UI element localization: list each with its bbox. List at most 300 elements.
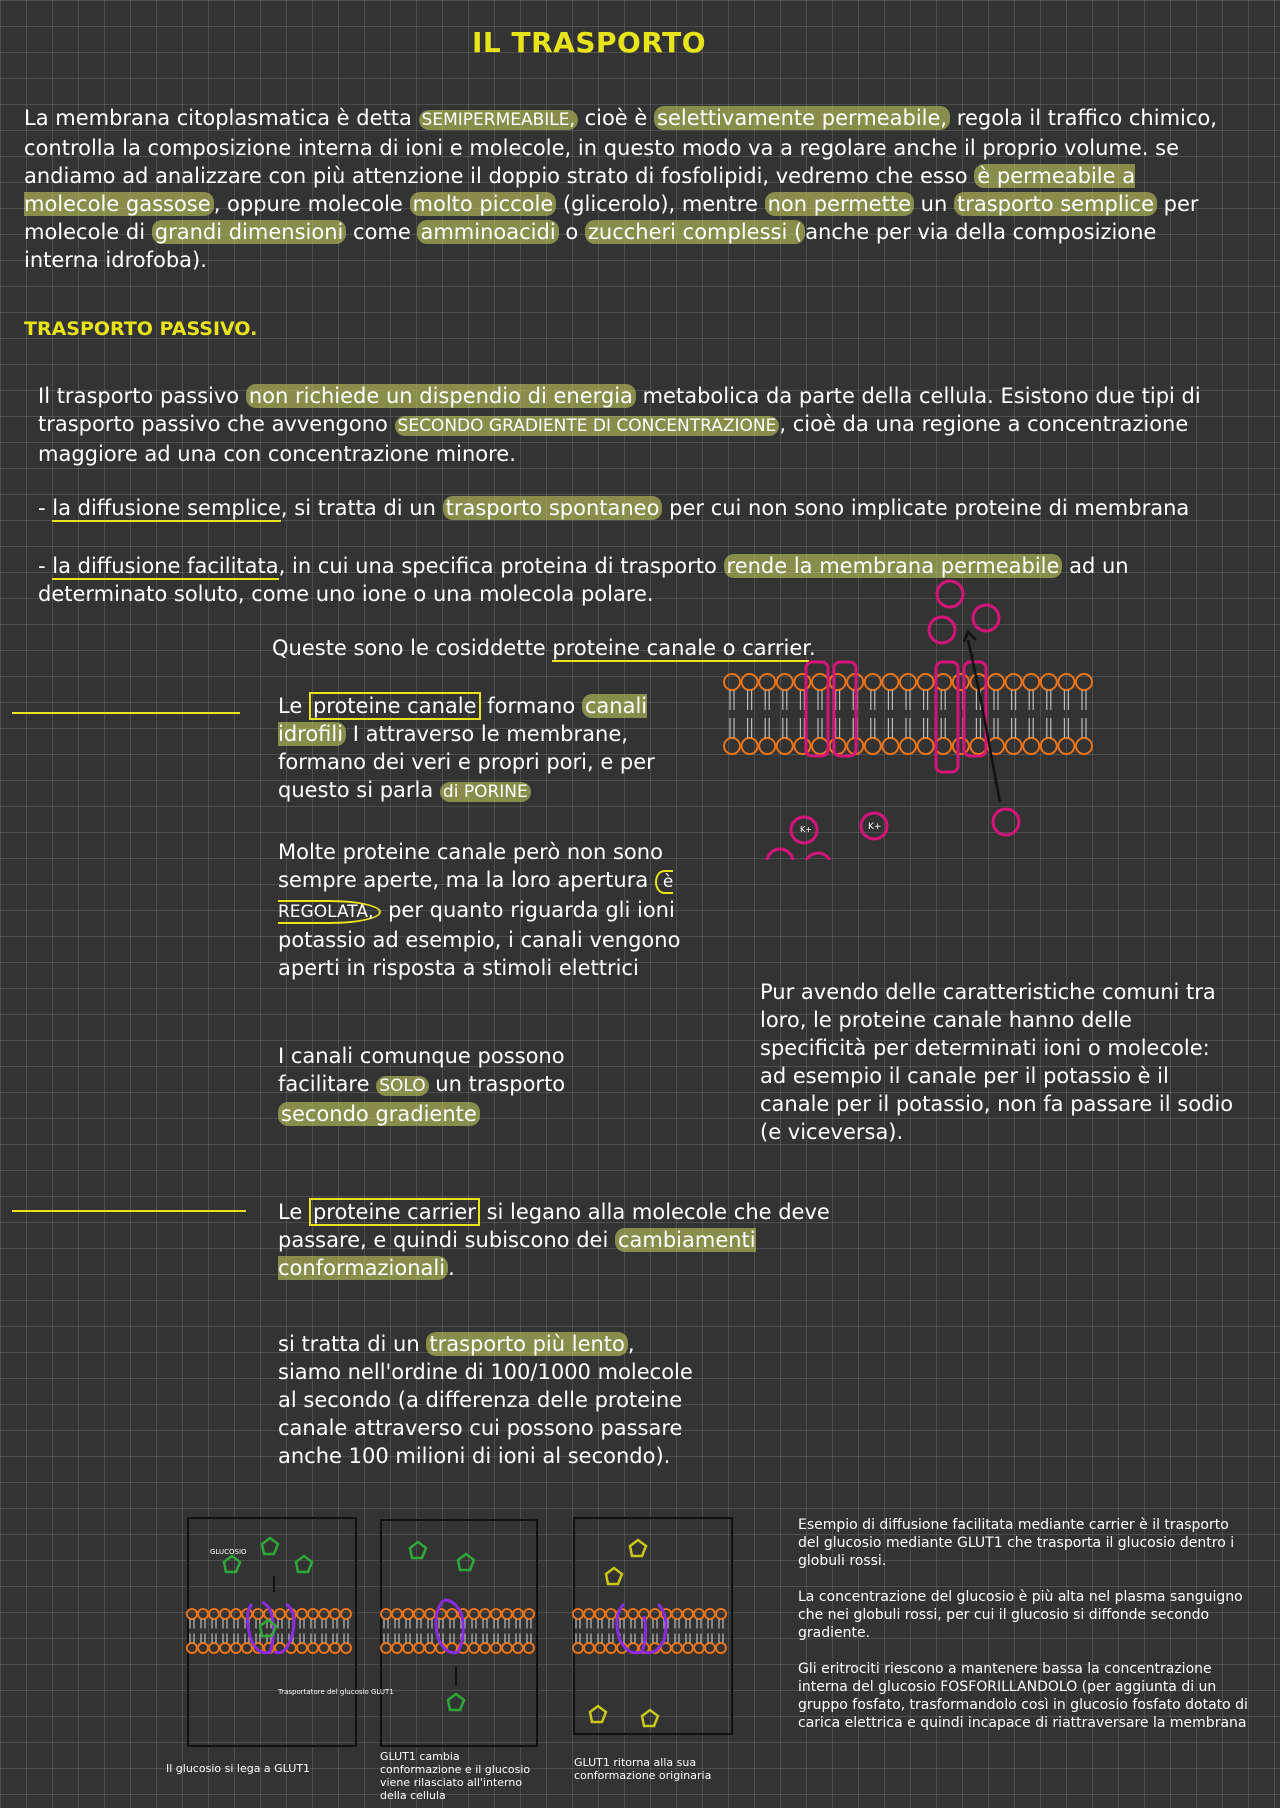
phospholipid-tail (483, 1619, 487, 1629)
figure-caption-2: GLUT1 cambia conformazione e il glucosio viene rilasciato all'interno della cellula (380, 1750, 531, 1802)
phospholipid-head (882, 738, 898, 754)
solo-highlight: SOLO (376, 1076, 428, 1096)
phospholipid-tail (1012, 690, 1016, 710)
phospholipid-tail (344, 1619, 348, 1629)
phospholipid-head (918, 674, 934, 690)
phospholipid-tail (587, 1634, 591, 1644)
phospholipid-tail (384, 1634, 388, 1644)
phospholipid-tail (406, 1619, 410, 1629)
ion-circle (929, 617, 955, 643)
phospholipid-head (308, 1643, 318, 1653)
phospholipid-tail (576, 1619, 580, 1629)
phospholipid-tail (598, 1634, 602, 1644)
phospholipid-tail (1029, 690, 1033, 710)
glucose-molecule (458, 1554, 474, 1570)
phospholipid-tail (598, 1619, 602, 1629)
phospholipid-tail (941, 690, 945, 710)
cosiddette-text: . (808, 636, 816, 660)
diffusione-text: , in cui una specifica proteina di trasporto (278, 554, 724, 578)
phospholipid-tail (395, 1619, 399, 1629)
phospholipid-tail (783, 690, 787, 710)
phospholipid-tail (223, 1619, 227, 1629)
phospholipid-tail (836, 718, 840, 738)
phospholipid-head (319, 1609, 329, 1619)
semipermeabile-highlight: SEMIPERMEABILE, (419, 110, 578, 130)
page-title: IL TRASPORTO (472, 26, 707, 59)
phospholipid-head (480, 1643, 490, 1653)
lento-text: , siamo nell'ordine di 100/1000 molecole al secondo (a differenza delle proteine canale attraverso cui possono passare anche 100 milioni di ioni al secondo). (278, 1332, 693, 1468)
phospholipid-head (865, 738, 881, 754)
diffusione-facilitata-underline: la diffusione facilitata (52, 554, 279, 578)
cosiddette-text: Queste sono le cosiddette (272, 636, 553, 660)
phospholipid-tail (871, 718, 875, 738)
rende-permeabile-highlight: rende la membrana permeabile (724, 554, 1063, 578)
phospholipid-head (683, 1609, 693, 1619)
proteine-carrier-box: proteine carrier (309, 1198, 480, 1226)
esempio-paragraph: Esempio di diffusione facilitata mediante carrier è il trasporto del glucosio mediante GLUT1 che trasporta il glucosio dentro i globuli rossi. (798, 1517, 1235, 1569)
phospholipid-tail (494, 1619, 498, 1629)
phospholipid-tail (587, 1619, 591, 1629)
ion-label: K+ (868, 822, 882, 832)
passivo-paragraph (38, 382, 1228, 468)
phospholipid-head (198, 1609, 208, 1619)
spontaneo-highlight: trasporto spontaneo (443, 496, 663, 520)
phospholipid-tail (505, 1619, 509, 1629)
phospholipid-head (341, 1609, 351, 1619)
ion-circle (937, 581, 963, 607)
phospholipid-tail (708, 1634, 712, 1644)
non-permette-highlight: non permette (765, 192, 914, 216)
phospholipid-tail (686, 1619, 690, 1629)
canale-paragraph (278, 692, 718, 806)
phospholipid-head (672, 1643, 682, 1653)
phospholipid-head (900, 738, 916, 754)
phospholipid-head (606, 1643, 616, 1653)
dash: - (38, 496, 53, 520)
phospholipid-head (724, 738, 740, 754)
phospholipid-bilayer (724, 674, 1092, 754)
phospholipid-head (584, 1609, 594, 1619)
phospholipid-tail (322, 1619, 326, 1629)
trasportatore-label: Trasportatore del glucosio GLUT1 (278, 1688, 394, 1696)
ion-circle (973, 605, 999, 631)
phospholipid-head (403, 1609, 413, 1619)
phospholipid-head (628, 1609, 638, 1619)
phospholipid-head (275, 1609, 285, 1619)
phospholipid-head (759, 738, 775, 754)
phospholipid-tail (311, 1634, 315, 1644)
phospholipid-head (253, 1609, 263, 1619)
phospholipid-head (480, 1609, 490, 1619)
phospholipid-head (502, 1609, 512, 1619)
phospholipid-tail (450, 1634, 454, 1644)
phospholipid-head (491, 1609, 501, 1619)
phospholipid-tail (516, 1619, 520, 1629)
phospholipid-head (308, 1609, 318, 1619)
phospholipid-head (414, 1643, 424, 1653)
phospholipid-tail (417, 1619, 421, 1629)
lento-text: si tratta di un (278, 1332, 427, 1356)
glucose-molecule (630, 1540, 646, 1556)
phospholipid-tail (818, 690, 822, 710)
phospholipid-tail (212, 1619, 216, 1629)
phospholipid-head (491, 1643, 501, 1653)
phospholipid-tail (439, 1619, 443, 1629)
arrow-head (964, 632, 976, 642)
phospholipid-tail (256, 1634, 260, 1644)
phospholipid-head (683, 1643, 693, 1653)
phospholipid-tail (748, 718, 752, 738)
phospholipid-tail (620, 1619, 624, 1629)
phospholipid-head (935, 674, 951, 690)
phospholipid-tail (818, 718, 822, 738)
phospholipid-tail (201, 1634, 205, 1644)
phospholipid-head (705, 1609, 715, 1619)
phospholipid-tail (708, 1619, 712, 1629)
phospholipid-head (341, 1643, 351, 1653)
phospholipid-tail (505, 1634, 509, 1644)
grandi-dimensioni-highlight: grandi dimensioni (152, 220, 347, 244)
intro-paragraph (24, 104, 1224, 274)
phospholipid-head (900, 674, 916, 690)
intro-text: come (346, 220, 418, 244)
phospholipid-head (742, 674, 758, 690)
canale-text: I attraverso le membrane, formano dei veri e propri pori, e per questo si parla (278, 722, 655, 802)
phospholipid-head (694, 1609, 704, 1619)
phospholipid-head (425, 1643, 435, 1653)
phospholipid-head (812, 738, 828, 754)
phospholipid-tail (190, 1619, 194, 1629)
ion-label: K+ (800, 825, 812, 834)
phospholipid-head (469, 1609, 479, 1619)
phospholipid-head (777, 674, 793, 690)
phospholipid-head (469, 1643, 479, 1653)
glucose-molecule (296, 1556, 312, 1572)
regolata-text: per quanto riguarda gli ioni potassio ad esempio, i canali vengono aperti in risposta a stimoli elettrici (278, 898, 681, 980)
phospholipid-head (231, 1609, 241, 1619)
phospholipid-head (1041, 738, 1057, 754)
phospholipid-head (319, 1643, 329, 1653)
glucose-molecule (262, 1538, 278, 1554)
passivo-text: Il trasporto passivo (38, 384, 246, 408)
carrier-paragraph (278, 1198, 898, 1282)
phospholipid-tail (730, 718, 734, 738)
trasporto-semplice-highlight: trasporto semplice (954, 192, 1157, 216)
phospholipid-head (242, 1643, 252, 1653)
phospholipid-tail (924, 718, 928, 738)
solo-paragraph (278, 1042, 658, 1128)
phospholipid-head (330, 1643, 340, 1653)
glucose-molecule (224, 1556, 240, 1572)
intro-text: cioè è (577, 106, 655, 130)
phospholipid-tail (278, 1619, 282, 1629)
amminoacidi-highlight: amminoacidi (417, 220, 558, 244)
phospholipid-tail (609, 1634, 613, 1644)
phospholipid-head (1058, 738, 1074, 754)
phospholipid-tail (765, 690, 769, 710)
glucose-molecule (590, 1706, 606, 1722)
phospholipid-tail (576, 1634, 580, 1644)
phospholipid-tail (800, 718, 804, 738)
phospholipid-tail (653, 1634, 657, 1644)
phospholipid-head (1041, 674, 1057, 690)
phospholipid-head (392, 1643, 402, 1653)
phospholipid-tail (212, 1634, 216, 1644)
phospholipid-head (502, 1643, 512, 1653)
dash: - (38, 554, 53, 578)
phospholipid-tail (675, 1619, 679, 1629)
phospholipid-tail (836, 690, 840, 710)
canale-text: Le (278, 694, 309, 718)
phospholipid-head (513, 1643, 523, 1653)
esempio-paragraph: La concentrazione del glucosio è più alta nel plasma sanguigno che nei globuli rossi, per cui il glucosio si diffonde secondo gradiente. (798, 1589, 1243, 1641)
phospholipid-head (694, 1643, 704, 1653)
phospholipid-tail (686, 1634, 690, 1644)
phospholipid-head (918, 738, 934, 754)
phospholipid-tail (609, 1619, 613, 1629)
phospholipid-tail (223, 1634, 227, 1644)
phospholipid-tail (719, 1619, 723, 1629)
phospholipid-tail (300, 1619, 304, 1629)
phospholipid-tail (333, 1619, 337, 1629)
phospholipid-tail (472, 1634, 476, 1644)
phospholipid-tail (278, 1634, 282, 1644)
molto-piccole-highlight: molto piccole (410, 192, 557, 216)
diffusione-text: per cui non sono implicate proteine di membrana (662, 496, 1190, 520)
phospholipid-head (297, 1609, 307, 1619)
diffusione-text: , si tratta di un (280, 496, 443, 520)
phospholipid-head (650, 1609, 660, 1619)
divider-line (12, 712, 240, 714)
ion-circle (805, 853, 831, 860)
phospholipid-head (830, 738, 846, 754)
phospholipid-tail (494, 1634, 498, 1644)
selettivamente-highlight: selettivamente permeabile, (654, 106, 950, 130)
esempio-paragraph: Gli eritrociti riescono a mantenere bassa la concentrazione interna del glucosio FOSFORILLANDOLO (per aggiunta di un gruppo fosfato, trasformandolo così in glucosio fosfato dotato di carica elettrica e quindi incapace di riattraversare la membrana (798, 1661, 1248, 1731)
phospholipid-tail (333, 1634, 337, 1644)
carrier-text: Le (278, 1200, 309, 1224)
ion-circle (993, 809, 1019, 835)
intro-text: per molecole di (24, 192, 1199, 244)
phospholipid-tail (311, 1619, 315, 1629)
carrier-text: si legano alla molecole che deve passare, e quindi subiscono dei (278, 1200, 830, 1252)
diffusione-semplice (38, 494, 1238, 522)
phospholipid-head (381, 1609, 391, 1619)
regolata-paragraph (278, 838, 698, 982)
phospholipid-tail (527, 1634, 531, 1644)
intro-text: un (913, 192, 954, 216)
phospholipid-head (812, 674, 828, 690)
phospholipid-head (524, 1609, 534, 1619)
phospholipid-tail (527, 1619, 531, 1629)
diffusione-text: ad un determinato soluto, come uno ione o una molecola polare. (38, 554, 1129, 606)
phospholipid-head (606, 1609, 616, 1619)
divider-line (12, 1210, 246, 1212)
phospholipid-tail (395, 1634, 399, 1644)
phospholipid-head (777, 738, 793, 754)
phospholipid-tail (719, 1634, 723, 1644)
glucosio-label: GLUCOSIO (210, 1548, 247, 1556)
phospholipid-tail (483, 1634, 487, 1644)
phospholipid-tail (697, 1619, 701, 1629)
phospholipid-head (381, 1643, 391, 1653)
phospholipid-tail (976, 718, 980, 738)
phospholipid-head (830, 674, 846, 690)
phospholipid-tail (300, 1634, 304, 1644)
phospholipid-tail (748, 690, 752, 710)
regolata-text: Molte proteine canale però non sono sempre aperte, ma la loro apertura (278, 840, 663, 892)
phospholipid-head (524, 1643, 534, 1653)
section-title-passivo: TRASPORTO PASSIVO. (24, 318, 258, 340)
phospholipid-head (209, 1609, 219, 1619)
intro-text: (glicerolo), mentre (556, 192, 765, 216)
phospholipid-head (794, 738, 810, 754)
non-richiede-highlight: non richiede un dispendio di energia (246, 384, 636, 408)
phospholipid-tail (783, 718, 787, 738)
solo-text: I canali comunque possono facilitare (278, 1044, 565, 1096)
phospholipid-head (1006, 738, 1022, 754)
phospholipid-tail (941, 718, 945, 738)
phospholipid-tail (994, 718, 998, 738)
phospholipid-tail (1064, 690, 1068, 710)
phospholipid-head (953, 674, 969, 690)
phospholipid-head (882, 674, 898, 690)
lento-paragraph (278, 1330, 698, 1470)
secondo-gradiente-highlight: SECONDO GRADIENTE DI CONCENTRAZIONE (395, 416, 780, 436)
phospholipid-tail (994, 690, 998, 710)
phospholipid-tail (1082, 690, 1086, 710)
phospholipid-head (716, 1643, 726, 1653)
phospholipid-head (198, 1643, 208, 1653)
intro-text: o (558, 220, 585, 244)
phospholipid-head (1058, 674, 1074, 690)
zuccheri-highlight: zuccheri complessi ( (585, 220, 805, 244)
secondo-gradiente-highlight: secondo gradiente (278, 1102, 480, 1126)
phospholipid-head (1076, 674, 1092, 690)
phospholipid-tail (1029, 718, 1033, 738)
phospholipid-head (970, 738, 986, 754)
phospholipid-tail (924, 690, 928, 710)
intro-text: La membrana citoplasmatica è detta (24, 106, 419, 130)
phospholipid-tail (384, 1619, 388, 1629)
phospholipid-head (1023, 674, 1039, 690)
phospholipid-head (447, 1609, 457, 1619)
phospholipid-tail (234, 1619, 238, 1629)
phospholipid-head (988, 674, 1004, 690)
phospholipid-tail (906, 718, 910, 738)
panel-frame (381, 1520, 537, 1746)
phospholipid-head (759, 674, 775, 690)
phospholipid-tail (653, 1619, 657, 1629)
figure-caption-3: GLUT1 ritorna alla sua conformazione originaria (574, 1756, 712, 1782)
proteine-canale-box: proteine canale (309, 692, 481, 720)
phospholipid-tail (765, 718, 769, 738)
phospholipid-tail (201, 1619, 205, 1629)
glucose-molecule (448, 1694, 464, 1710)
phospholipid-head (865, 674, 881, 690)
regolata-oval: è REGOLATA, (278, 872, 674, 922)
phospholipid-tail (234, 1634, 238, 1644)
phospholipid-head (595, 1609, 605, 1619)
intro-text: , oppure molecole (213, 192, 410, 216)
phospholipid-head (330, 1609, 340, 1619)
glut1-figure (186, 1516, 736, 1756)
phospholipid-head (414, 1609, 424, 1619)
phospholipid-head (297, 1643, 307, 1653)
phospholipid-head (716, 1609, 726, 1619)
phospholipid-tail (871, 690, 875, 710)
canale-carrier-underline: proteine canale o carrier (552, 636, 809, 660)
specificita-paragraph: Pur avendo delle caratteristiche comuni tra loro, le proteine canale hanno delle specificità per determinati ioni o molecole: ad esempio il canale per il potassio è il canale per il potassio, non fa passare il sodio (e viceversa). (760, 980, 1234, 1144)
phospholipid-tail (344, 1634, 348, 1644)
phospholipid-tail (1082, 718, 1086, 738)
phospholipid-head (742, 738, 758, 754)
phospholipid-head (209, 1643, 219, 1653)
glucose-molecule (410, 1542, 426, 1558)
phospholipid-tail (406, 1634, 410, 1644)
phospholipid-head (392, 1609, 402, 1619)
phospholipid-head (513, 1609, 523, 1619)
phospholipid-tail (428, 1634, 432, 1644)
phospholipid-tail (1012, 718, 1016, 738)
passivo-text: , cioè da una regione a concentrazione maggiore ad una con concentrazione minore. (38, 412, 1189, 466)
esempio-block (798, 1516, 1248, 1732)
phospholipid-head (935, 738, 951, 754)
diffusione-semplice-underline: la diffusione semplice (52, 496, 281, 520)
phospholipid-head (1076, 738, 1092, 754)
cambiamenti-highlight: cambiamenti conformazionali (278, 1228, 756, 1280)
canale-text: formano (480, 694, 582, 718)
phospholipid-tail (516, 1634, 520, 1644)
phospholipid-tail (322, 1634, 326, 1644)
phospholipid-head (1006, 674, 1022, 690)
piu-lento-highlight: trasporto più lento (426, 1332, 628, 1356)
phospholipid-tail (472, 1619, 476, 1629)
phospholipid-head (584, 1643, 594, 1653)
passivo-text: metabolica da parte della cellula. Esistono due tipi di trasporto passivo che avvengono (38, 384, 1201, 436)
canali-idrofili-highlight: canali idrofili (278, 694, 648, 746)
phospholipid-head (953, 738, 969, 754)
figure-caption-1: Il glucosio si lega a GLUT1 (166, 1762, 311, 1775)
phospholipid-head (672, 1609, 682, 1619)
phospholipid-head (220, 1609, 230, 1619)
phospholipid-tail (675, 1634, 679, 1644)
solo-text: un trasporto (428, 1072, 566, 1096)
phospholipid-head (705, 1643, 715, 1653)
phospholipid-head (1023, 738, 1039, 754)
phospholipid-tail (730, 690, 734, 710)
phospholipid-tail (888, 718, 892, 738)
phospholipid-tail (631, 1619, 635, 1629)
glucose-molecule (642, 1710, 658, 1726)
phospholipid-tail (190, 1634, 194, 1644)
porine-highlight: di PORINE (440, 782, 531, 802)
phospholipid-head (403, 1643, 413, 1653)
channel-diagram (720, 570, 1100, 860)
phospholipid-head (220, 1643, 230, 1653)
phospholipid-tail (1064, 718, 1068, 738)
intro-text: anche per via della composizione interna idrofoba). (24, 220, 1157, 272)
ion-circle (767, 849, 793, 860)
phospholipid-tail (1047, 718, 1051, 738)
phospholipid-tail (450, 1619, 454, 1629)
carrier-text: . (448, 1256, 455, 1280)
phospholipid-tail (888, 690, 892, 710)
phospholipid-head (425, 1609, 435, 1619)
phospholipid-tail (697, 1634, 701, 1644)
gas-highlight: è permeabile a molecole gassose (24, 164, 1136, 216)
glucose-molecule (606, 1568, 622, 1584)
